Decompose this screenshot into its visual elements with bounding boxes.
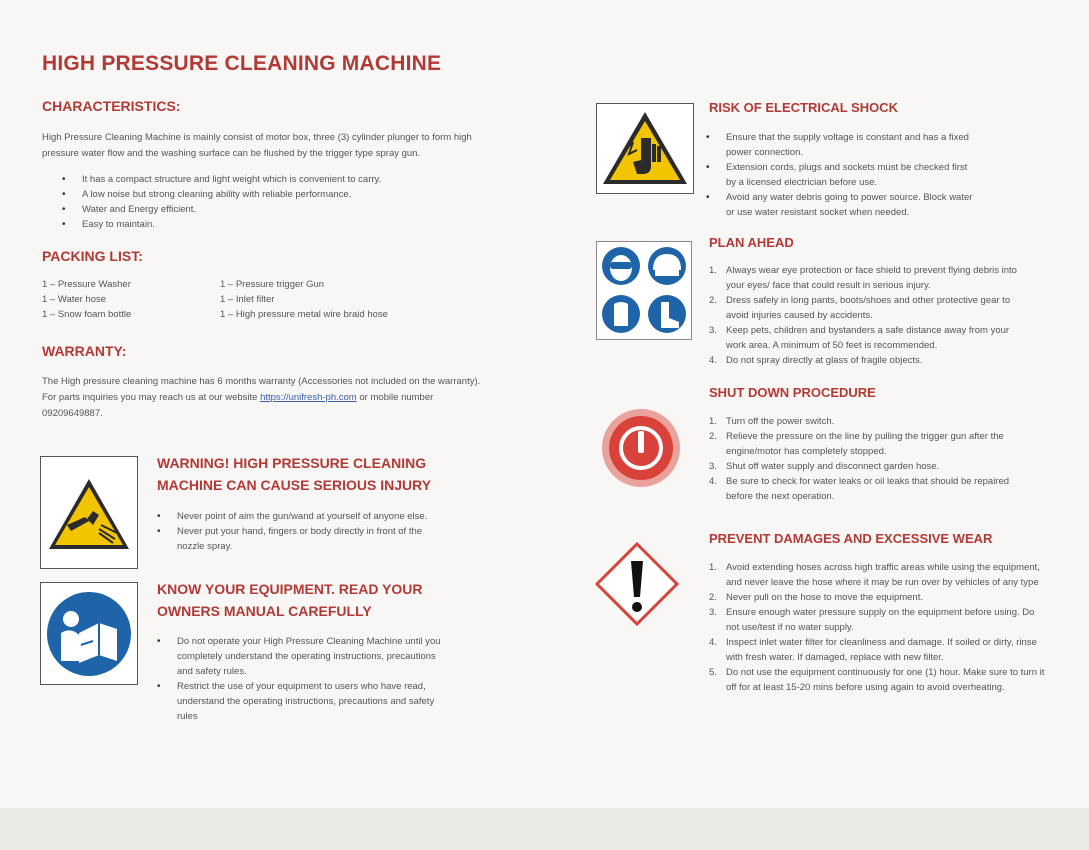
list-item: [709, 590, 1049, 605]
list-item: [709, 605, 1049, 635]
mobile-number: 09209649887.: [42, 408, 103, 419]
website-link[interactable]: https://unifresh-ph.com: [260, 392, 357, 403]
item-number: 3.: [709, 461, 717, 472]
list-item: [709, 635, 1049, 665]
characteristics-list: [62, 172, 502, 232]
packing-item: 1 – Pressure trigger Gun: [220, 279, 325, 290]
list-item: [709, 323, 1029, 353]
know-equipment-list: [157, 634, 447, 724]
list-item: • Ensure that the supply voltage is constant and has a fixed power connection.: [706, 130, 976, 160]
prevent-list: [709, 560, 1049, 695]
list-item: • Avoid any water debris going to power source. Block water or use water resistant socket when needed.: [706, 190, 976, 220]
item-number: 1.: [709, 416, 717, 427]
read-manual-icon: [40, 582, 138, 685]
intro-line: High Pressure Cleaning Machine is mainly consist of motor box, three (3) cylinder plunger to form high: [42, 132, 472, 143]
plan-ahead-list: [709, 263, 1029, 368]
electric-shock-warning-icon: [596, 103, 694, 194]
packing-item: 1 – High pressure metal wire braid hose: [220, 309, 388, 320]
item-text: Dress safely in long pants, boots/shoes and other protective gear to avoid injuries caused by accidents.: [726, 295, 1011, 321]
item-number: 4.: [709, 637, 717, 648]
item-number: 2.: [709, 431, 717, 442]
item-number: 1.: [709, 562, 717, 573]
exclamation-hazard-icon: [594, 541, 680, 627]
list-item: • Do not operate your High Pressure Cleaning Machine until you completely understand the operating instructions, precautions and safety rules.: [157, 634, 447, 679]
warranty-text: [42, 374, 522, 422]
item-text: Be sure to check for water leaks or oil leaks that should be repaired before the next operation.: [726, 476, 1010, 502]
item-number: 1.: [709, 265, 717, 276]
item-text: Shut off water supply and disconnect garden hose.: [726, 461, 940, 472]
packing-item: 1 – Pressure Washer: [42, 279, 131, 290]
warranty-text-segment: or mobile number: [356, 392, 434, 403]
item-number: 5.: [709, 667, 717, 678]
item-text: Turn off the power switch.: [726, 416, 835, 427]
shutdown-list: [709, 414, 1029, 504]
characteristics-heading: CHARACTERISTICS:: [42, 98, 181, 114]
list-item: [709, 474, 1029, 504]
warranty-text-segment: For parts inquiries you may reach us at our website: [42, 392, 261, 403]
list-item: • Extension cords, plugs and sockets must be checked first by a licensed electrician before use.: [706, 160, 976, 190]
item-number: 4.: [709, 476, 717, 487]
high-pressure-spray-warning-icon: [40, 456, 138, 569]
electrical-list: [706, 130, 976, 220]
list-item: [709, 665, 1049, 695]
packing-item: 1 – Snow foam bottle: [42, 309, 132, 320]
plan-ahead-heading: PLAN AHEAD: [709, 235, 794, 250]
packing-column-2: [220, 277, 388, 322]
item-text: Always wear eye protection or face shield to prevent flying debris into your eyes/ face that could result in serious injury.: [726, 265, 1017, 291]
know-title-line: KNOW YOUR EQUIPMENT. READ YOUR: [157, 581, 423, 597]
item-text: Ensure enough water pressure supply on the equipment before using. Do not use/test if no water supply.: [726, 607, 1035, 633]
know-title-line: OWNERS MANUAL CAREFULLY: [157, 603, 372, 619]
item-text: Do not use the equipment continuously for one (1) hour. Make sure to turn it off for at least 15-20 mins before using again to avoid overheating.: [726, 667, 1045, 693]
ppe-mandatory-icons: [596, 241, 692, 340]
warning-title-line: MACHINE CAN CAUSE SERIOUS INJURY: [157, 477, 432, 493]
list-item: [709, 414, 1029, 429]
list-item: [709, 263, 1029, 293]
intro-line: pressure water flow and the washing surface can be flushed by the trigger type spray gun.: [42, 148, 421, 159]
warning-title-line: WARNING! HIGH PRESSURE CLEANING: [157, 455, 427, 471]
list-item: [709, 429, 1029, 459]
electrical-heading: RISK OF ELECTRICAL SHOCK: [709, 100, 898, 115]
packing-heading: PACKING LIST:: [42, 248, 143, 264]
item-text: Relieve the pressure on the line by pulling the trigger gun after the engine/motor has completely stopped.: [726, 431, 1004, 457]
power-off-button-icon: [600, 407, 682, 489]
list-item: • Easy to maintain.: [62, 217, 502, 232]
list-item: [709, 560, 1049, 590]
item-number: 3.: [709, 607, 717, 618]
warning-title: [157, 452, 431, 496]
item-number: 2.: [709, 592, 717, 603]
warranty-line: The High pressure cleaning machine has 6 months warranty (Accessories not included on the warranty).: [42, 376, 481, 387]
warranty-line: [42, 390, 522, 406]
item-number: 4.: [709, 355, 717, 366]
list-item: • Water and Energy efficient.: [62, 202, 502, 217]
page-title: HIGH PRESSURE CLEANING MACHINE: [42, 52, 442, 75]
list-item: • Never point of aim the gun/wand at yourself of anyone else.: [157, 509, 447, 524]
list-item: • Restrict the use of your equipment to users who have read, understand the operating instructions, precautions and safety rules: [157, 679, 447, 724]
prevent-heading: PREVENT DAMAGES AND EXCESSIVE WEAR: [709, 531, 993, 546]
packing-column-1: [42, 277, 131, 322]
warranty-heading: WARRANTY:: [42, 343, 127, 359]
list-item: [709, 459, 1029, 474]
characteristics-intro: [42, 130, 512, 162]
list-item: [709, 293, 1029, 323]
packing-item: 1 – Water hose: [42, 294, 107, 305]
item-number: 2.: [709, 295, 717, 306]
item-text: Keep pets, children and bystanders a safe distance away from your work area. A minimum of 50 feet is recommended.: [726, 325, 1010, 351]
list-item: • A low noise but strong cleaning ability with reliable performance.: [62, 187, 502, 202]
item-text: Inspect inlet water filter for cleanliness and damage. If soiled or dirty, rinse with fresh water. If damaged, replace with new filter.: [726, 637, 1037, 663]
packing-item: 1 – Inlet filter: [220, 294, 275, 305]
item-number: 3.: [709, 325, 717, 336]
scan-margin: [0, 808, 1089, 850]
shutdown-heading: SHUT DOWN PROCEDURE: [709, 385, 876, 400]
item-text: Do not spray directly at glass of fragile objects.: [726, 355, 923, 366]
list-item: • Never put your hand, fingers or body directly in front of the nozzle spray.: [157, 524, 447, 554]
know-equipment-title: [157, 578, 423, 622]
item-text: Avoid extending hoses across high traffic areas while using the equipment, and never leave the hose where it may be run over by vehicles of any type: [726, 562, 1040, 588]
list-item: • It has a compact structure and light weight which is convenient to carry.: [62, 172, 502, 187]
list-item: [709, 353, 1029, 368]
item-text: Never pull on the hose to move the equipment.: [726, 592, 923, 603]
warning-list: [157, 509, 447, 554]
